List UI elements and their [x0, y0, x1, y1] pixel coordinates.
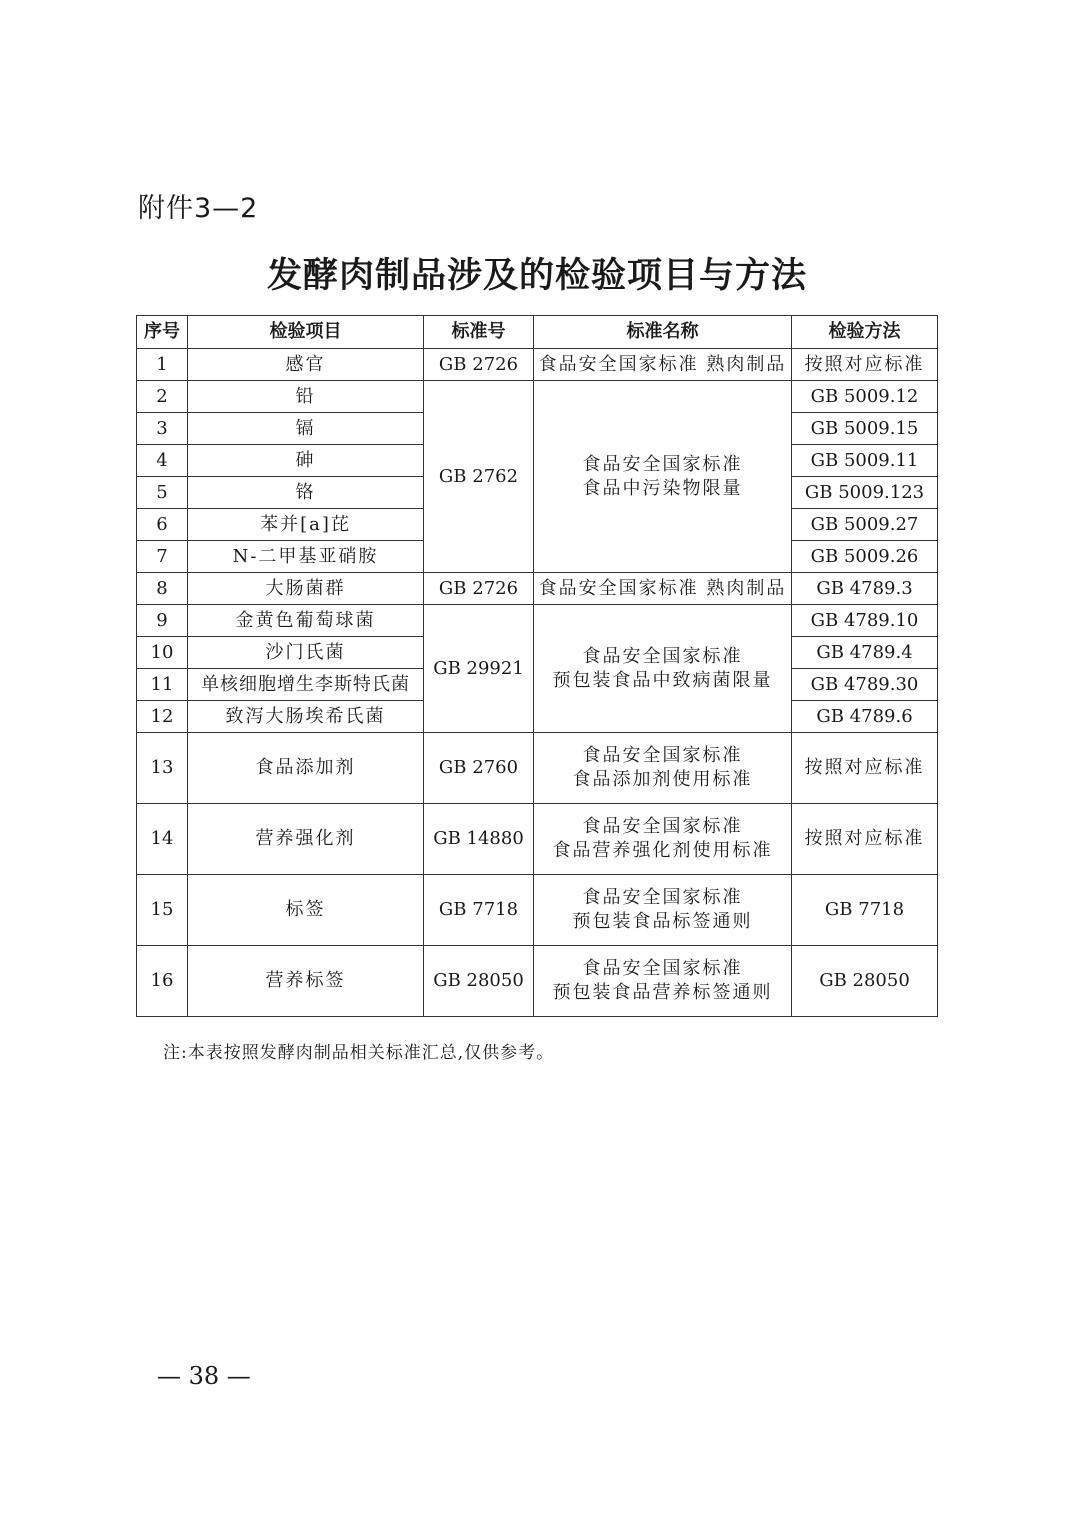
row-method: GB 5009.11 [792, 445, 938, 477]
row-item: 苯并[a]芘 [188, 509, 424, 541]
row-std-name-line1: 食品安全国家标准 [582, 816, 743, 837]
row-method: 按照对应标准 [792, 349, 938, 381]
table-row [137, 875, 938, 946]
row-std-name [534, 804, 792, 875]
row-no: 14 [137, 804, 188, 875]
attachment-label: 附件3—2 [138, 193, 259, 224]
row-item: 食品添加剂 [188, 733, 424, 804]
table-row [137, 573, 938, 605]
row-method: GB 5009.123 [792, 477, 938, 509]
row-item: 铅 [188, 381, 424, 413]
page-number: — 38 — [157, 1362, 251, 1390]
row-no: 2 [137, 381, 188, 413]
row-no: 13 [137, 733, 188, 804]
group-b-std-no: GB 29921 [424, 605, 534, 733]
row-method: 按照对应标准 [792, 804, 938, 875]
row-method: GB 5009.12 [792, 381, 938, 413]
row-item: 沙门氏菌 [188, 637, 424, 669]
row-std-no: GB 2726 [424, 349, 534, 381]
row-std-name-line1: 食品安全国家标准 [582, 958, 743, 979]
row-no: 4 [137, 445, 188, 477]
row-no: 3 [137, 413, 188, 445]
group-a-std-name [534, 381, 792, 573]
row-method: GB 4789.6 [792, 701, 938, 733]
inspection-table [136, 315, 938, 1017]
header-std-name: 标准名称 [534, 316, 792, 349]
row-no: 1 [137, 349, 188, 381]
group-a-std-name-line1: 食品安全国家标准 [582, 453, 743, 475]
row-item: N-二甲基亚硝胺 [188, 541, 424, 573]
header-method: 检验方法 [792, 316, 938, 349]
row-method: GB 4789.3 [792, 573, 938, 605]
table-row [137, 804, 938, 875]
row-item: 致泻大肠埃希氏菌 [188, 701, 424, 733]
table-header-row [137, 316, 938, 349]
table-row [137, 946, 938, 1017]
header-item: 检验项目 [188, 316, 424, 349]
row-item: 营养标签 [188, 946, 424, 1017]
row-method: GB 5009.27 [792, 509, 938, 541]
table-row [137, 733, 938, 804]
row-std-name-line2: 预包装食品标签通则 [572, 911, 753, 932]
group-b-std-name-line1: 食品安全国家标准 [582, 645, 743, 667]
table-note: 注:本表按照发酵肉制品相关标准汇总,仅供参考。 [163, 1043, 555, 1063]
group-b-std-name-line2: 预包装食品中致病菌限量 [552, 669, 773, 691]
row-no: 6 [137, 509, 188, 541]
row-no: 9 [137, 605, 188, 637]
row-std-name [534, 946, 792, 1017]
header-std-no: 标准号 [424, 316, 534, 349]
row-std-name-line2: 食品添加剂使用标准 [572, 769, 753, 790]
row-no: 11 [137, 669, 188, 701]
row-item: 感官 [188, 349, 424, 381]
table-row [137, 349, 938, 381]
row-std-name: 食品安全国家标准 熟肉制品 [534, 349, 792, 381]
row-method: GB 4789.10 [792, 605, 938, 637]
group-a-std-no: GB 2762 [424, 381, 534, 573]
row-item: 砷 [188, 445, 424, 477]
row-std-name: 食品安全国家标准 熟肉制品 [534, 573, 792, 605]
row-no: 15 [137, 875, 188, 946]
document-title: 发酵肉制品涉及的检验项目与方法 [266, 256, 807, 296]
row-std-name-line1: 食品安全国家标准 [582, 745, 743, 766]
row-no: 8 [137, 573, 188, 605]
table-row [137, 381, 938, 413]
row-item: 单核细胞增生李斯特氏菌 [188, 669, 424, 701]
row-std-name [534, 733, 792, 804]
row-std-name-line2: 食品营养强化剂使用标准 [552, 840, 773, 861]
row-method: 按照对应标准 [792, 733, 938, 804]
row-no: 10 [137, 637, 188, 669]
group-a-std-name-line2: 食品中污染物限量 [582, 477, 743, 499]
header-no: 序号 [137, 316, 188, 349]
row-item: 铬 [188, 477, 424, 509]
row-method: GB 5009.15 [792, 413, 938, 445]
group-b-std-name [534, 605, 792, 733]
row-item: 标签 [188, 875, 424, 946]
row-no: 5 [137, 477, 188, 509]
row-std-no: GB 2726 [424, 573, 534, 605]
row-item: 营养强化剂 [188, 804, 424, 875]
row-std-no: GB 28050 [424, 946, 534, 1017]
table-row [137, 605, 938, 637]
row-std-no: GB 14880 [424, 804, 534, 875]
row-std-name-line2: 预包装食品营养标签通则 [552, 982, 773, 1003]
row-method: GB 28050 [792, 946, 938, 1017]
row-no: 7 [137, 541, 188, 573]
row-method: GB 5009.26 [792, 541, 938, 573]
row-std-no: GB 7718 [424, 875, 534, 946]
row-method: GB 4789.4 [792, 637, 938, 669]
row-std-name [534, 875, 792, 946]
row-method: GB 4789.30 [792, 669, 938, 701]
row-no: 16 [137, 946, 188, 1017]
row-no: 12 [137, 701, 188, 733]
row-std-name-line1: 食品安全国家标准 [582, 887, 743, 908]
row-item: 金黄色葡萄球菌 [188, 605, 424, 637]
row-method: GB 7718 [792, 875, 938, 946]
row-item: 镉 [188, 413, 424, 445]
row-item: 大肠菌群 [188, 573, 424, 605]
row-std-no: GB 2760 [424, 733, 534, 804]
